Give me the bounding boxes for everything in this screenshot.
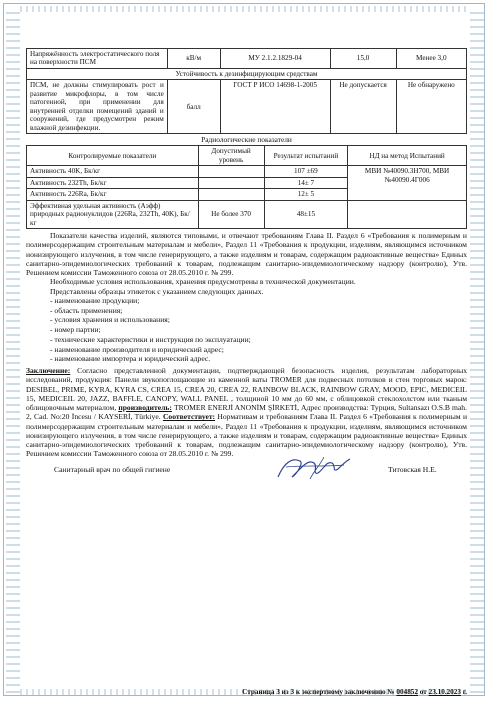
list-item: - номер партии; xyxy=(50,325,101,335)
norm-cell: Не обнаружено xyxy=(396,80,466,134)
table-row xyxy=(27,49,467,69)
empty-cell xyxy=(348,200,467,228)
usage-paragraph: Необходимые условия использования, хранения предусмотрены в технической документации. xyxy=(50,277,356,287)
indicator-cell: Напряжённость электростатического поля на поверхности ПСМ xyxy=(27,49,168,69)
level-cell xyxy=(198,189,264,200)
level-cell xyxy=(198,177,264,188)
test-results-table xyxy=(26,48,467,134)
section-header: Устойчивость к дезинфицирующим средствам xyxy=(27,68,467,79)
list-item: - наименование продукции; xyxy=(50,295,140,305)
column-header: Результат испытаний xyxy=(264,146,348,166)
indicator-cell: Эффективная удельная активность (Аэфф) природных радионуклидов (226Ra, 232Th, 40K), Бк/кг xyxy=(27,200,199,228)
indicator-cell: Активность 226Ra, Бк/кг xyxy=(27,189,199,200)
manufacturer-text: TROMER ENERJİ ANONİM ŞİRKETİ, Адрес производства: Турция, Sultansazı O.S.B mah. 2, Cad. No:20 İncesu / KAYSERİ, Türkiye. xyxy=(26,403,467,422)
method-cell: ГОСТ Р ИСО 14698-1-2005 xyxy=(220,80,330,134)
column-header: Допустимый уровень xyxy=(198,146,264,166)
document-number: 004852 xyxy=(396,688,418,696)
norm-cell: Менее 3,0 xyxy=(396,49,466,69)
list-item: - условия хранения и использования; xyxy=(50,315,170,325)
list-item: - наименование импортера и юридический адрес. xyxy=(50,354,211,364)
compliance-paragraph: Показатели качества изделий, являются типовыми, и отвечают требованиям Глава II. Раздел 6 «Требования к полимерным и полимерсодержащим строительным материалам и мебели», Раздел 11 «Требования к продукции, изделиям, являющимся источником ионизирующего излучения, в том числе генерирующего, а также изделиям и товарам, содержащим радиоактивные вещества» Единых санитарно-эпидемиологических требований к товарам, подлежащим санитарно-эпидемиологическому надзору (контролю), Утв. Решением комиссии Таможенного союза от 28.05.2010 г. № 299. xyxy=(26,231,467,278)
table-header-row xyxy=(27,146,467,166)
result-cell: 15,0 xyxy=(330,49,396,69)
footer-prefix: Страница 3 из 3 к экспертному заключению № xyxy=(242,688,397,696)
result-cell: Не допускается xyxy=(330,80,396,134)
level-cell xyxy=(198,166,264,177)
unit-cell: кВ/м xyxy=(167,49,220,69)
manufacturer-label: производитель: xyxy=(118,403,172,413)
radiological-table xyxy=(26,145,467,229)
result-cell: 107 ±69 xyxy=(264,166,348,177)
decorative-border-top xyxy=(20,6,470,12)
document-body xyxy=(26,48,467,481)
footer-suffix: г. xyxy=(460,688,467,696)
label-data-list xyxy=(26,296,467,364)
page-footer xyxy=(26,688,467,696)
signatory-name: Титовская Н.Е. xyxy=(388,464,437,474)
result-cell: 12± 5 xyxy=(264,189,348,200)
result-cell: 14± 7 xyxy=(264,177,348,188)
unit-cell: балл xyxy=(167,80,220,134)
conclusion-text: Согласно представленной документации, подтверждающей безопасность изделия, результатам лабораторных исследований, продукция: Панели звукопоглощающие из каменной ваты TROMER для подвесных потолков и стен торговых марок: DESIBEL, PRIME, KYRA, KYRA CS, CREA 15, CREA 20, CREA 22, RAINBOW BLACK, RAINBOW GRAY, MOOD, EPIC, MEDICEIL 15, MEDICEIL 20, JAZZ, BAFFLE, CANOPY, WALL PANEL , толщиной 10 мм до 60 мм, с облицовкой стеклохолстом или тканым облицовочным материалом, xyxy=(26,366,467,413)
list-item: - наименование производителя и юридический адрес; xyxy=(50,344,224,354)
document-date: 23.10.2023 xyxy=(428,688,461,696)
list-item: - область применения; xyxy=(50,305,123,315)
result-cell: 48±15 xyxy=(264,200,348,228)
column-header: НД на метод Испытаний xyxy=(348,146,467,166)
indicator-cell: Активность 40K, Бк/кг xyxy=(27,166,199,177)
conformity-text: Нормативам и требованиям Глава II. Раздел 6 «Требования к полимерным и полимерсодержащим строительным материалам и мебели», Раздел 11 «Требования к продукции, изделиям, являющимся источником ионизирующего излучения, в том числе генерирующего, а также изделиям и товарам, содержащим радиоактивные вещества» Единых санитарно-эпидемиологических требований к товарам, подлежащим санитарно-эпидемиологическому надзору (контролю), Утв. Решением комиссии Таможенного союза от 28.05.2010 г. № 299. xyxy=(26,412,468,459)
table-section-row xyxy=(27,68,467,79)
signatory-role: Санитарный врач по общей гигиене xyxy=(54,464,171,474)
decorative-border-right xyxy=(470,8,484,693)
conclusion-paragraph xyxy=(26,366,467,459)
indicator-cell: ПСМ, не должны стимулировать рост и развитие микрофлоры, в том числе патогенной, при применении для внутренней отделки помещений зданий и сооружений, где предусмотрен режим влажной дезинфекции. xyxy=(27,80,168,134)
footer-middle: от xyxy=(417,688,429,696)
level-cell: Не более 370 xyxy=(198,200,264,228)
handwritten-signature xyxy=(274,453,352,483)
method-cell: МУ 2.1.2.1829-04 xyxy=(220,49,330,69)
section-title-radiological: Радиологические показатели xyxy=(201,135,292,145)
signature-block xyxy=(26,461,467,481)
table-row xyxy=(27,166,467,177)
conclusion-label: Заключение: xyxy=(26,366,71,376)
indicator-cell: Активность 232Th, Бк/кг xyxy=(27,177,199,188)
column-header: Контролируемые показатели xyxy=(27,146,199,166)
labels-intro-paragraph: Представлены образцы этикеток с указанием следующих данных. xyxy=(50,286,264,296)
decorative-border-left xyxy=(6,8,20,693)
list-item: - технические характеристики и инструкция по эксплуатации; xyxy=(50,334,251,344)
method-cell: МВИ №40090.3Н700, МВИ №40090.4Г006 xyxy=(348,166,467,200)
table-row xyxy=(27,200,467,228)
conformity-label: Соответствует: xyxy=(162,412,216,422)
table-row xyxy=(27,80,467,134)
